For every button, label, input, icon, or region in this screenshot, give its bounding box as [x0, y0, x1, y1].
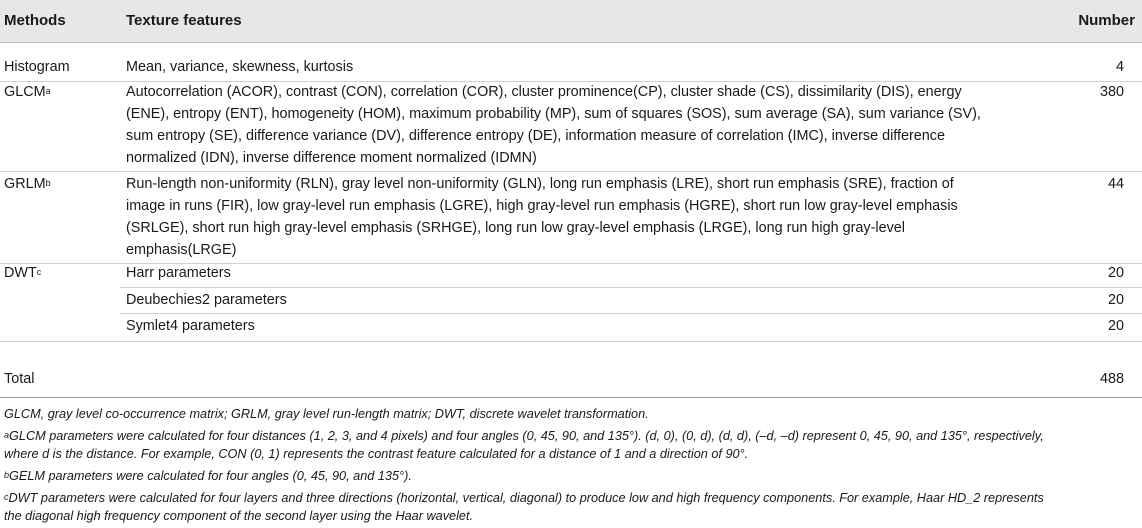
row-glcm-line-4: normalized (IDN), inverse difference moment normalized (IDMN) [126, 150, 537, 166]
row-glcm-method: GLCM$^a$ [4, 84, 51, 100]
row-histogram-number: 4 [1115, 59, 1124, 75]
row-dwt-item-3-number: 20 [1107, 318, 1124, 334]
row-divider [0, 171, 1142, 172]
row-total-number: 488 [1099, 371, 1124, 387]
row-dwt-method: DWT$^c$ [4, 265, 42, 281]
footnote-marker-a: a [45, 86, 51, 96]
row-glcm-line-3: sum entropy (SE), difference variance (DV), difference entropy (DE), information measure of correlation (IMC), inverse difference [126, 128, 946, 144]
row-grlm-line-1: Run-length non-uniformity (RLN), gray level non-uniformity (GLN), long run emphasis (LRE), short run emphasis (SRE), fraction of [126, 176, 954, 192]
row-grlm-line-3: (SRLGE), short run high gray-level emphasis (SRHGE), long run low gray-level emphasis (LRGE), long run high gray-level [126, 220, 906, 236]
row-divider [0, 341, 1142, 342]
row-glcm-number: 380 [1099, 84, 1124, 100]
row-histogram-method: Histogram [4, 59, 70, 75]
row-grlm-method: GRLM$^b$ [4, 176, 51, 192]
footnote-a-line-2: where d is the distance. For example, CON (0, 1) represents the contrast feature calculated for a distance of 1 and a direction of 90°. [4, 447, 749, 461]
footnote-c-line-1: $^c$DWT parameters were calculated for four layers and three directions (horizontal, vertical, diagonal) to produce low and high frequency components. For example, Haar HD_2 represents [4, 491, 1044, 505]
table-header [0, 0, 1142, 43]
row-divider [120, 287, 1142, 288]
row-grlm-number: 44 [1107, 176, 1124, 192]
footnote-b: $^b$GELM parameters were calculated for four angles (0, 45, 90, and 135°). [4, 469, 412, 483]
row-glcm-line-2: (ENE), entropy (ENT), homogeneity (HOM), maximum probability (MP), sum of squares (SOS), sum average (SA), sum variance (SV), [126, 106, 981, 122]
row-dwt-item-2: Deubechies2 parameters [126, 292, 287, 308]
footnote-a-line-1: $^a$GLCM parameters were calculated for four distances (1, 2, 3, and 4 pixels) and four angles (0, 45, 90, and 135°). (d, 0), (0, d), (d, d), (–d, –d) represent 0, 45, 90, and 135°, respectively, [4, 429, 1044, 443]
row-dwt-item-1-number: 20 [1107, 265, 1124, 281]
footnote-c-line-2: the diagonal high frequency component of the second layer using the Haar wavelet. [4, 509, 474, 523]
row-divider [120, 313, 1142, 314]
header-texture-features: Texture features [126, 12, 242, 29]
row-grlm-line-2: image in runs (FIR), low gray-level run emphasis (LGRE), high gray-level run emphasis (HGRE), short run low gray-level emphasis [126, 198, 958, 214]
row-glcm-line-1: Autocorrelation (ACOR), contrast (CON), correlation (COR), cluster prominence(CP), cluster shade (CS), dissimilarity (DIS), energy [126, 84, 962, 100]
table-bottom-rule [0, 397, 1142, 398]
row-dwt-item-3: Symlet4 parameters [126, 318, 255, 334]
row-total-method: Total [4, 371, 35, 387]
row-histogram-features: Mean, variance, skewness, kurtosis [126, 59, 354, 75]
row-grlm-line-4: emphasis(LRGE) [126, 242, 237, 258]
row-dwt-item-2-number: 20 [1107, 292, 1124, 308]
row-dwt-item-1: Harr parameters [126, 265, 231, 281]
footnote-abbreviations: GLCM, gray level co-occurrence matrix; GRLM, gray level run-length matrix; DWT, discrete wavelet transformation. [4, 407, 649, 421]
header-number: Number [1078, 12, 1135, 29]
footnote-marker-c: c [36, 267, 42, 277]
header-methods: Methods [4, 12, 66, 29]
footnote-marker-b: b [45, 178, 51, 188]
